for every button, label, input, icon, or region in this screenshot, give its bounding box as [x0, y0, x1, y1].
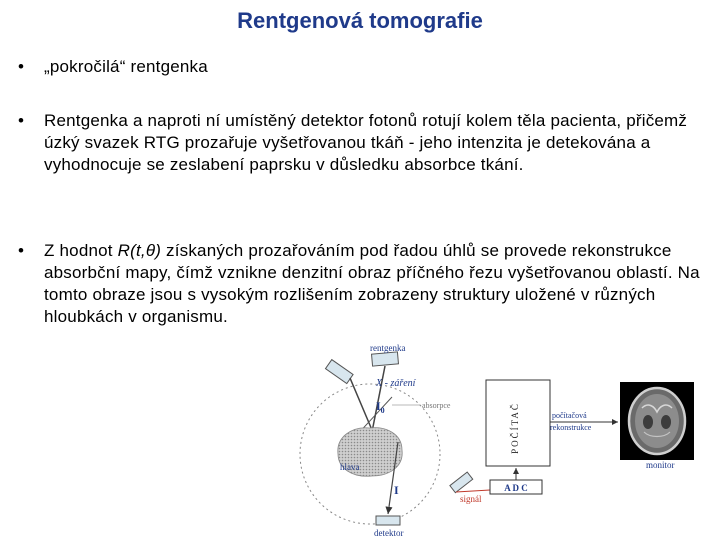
i0-label: $I_0$ — [376, 399, 385, 415]
i-label: I — [394, 483, 399, 497]
bullet-text — [44, 240, 708, 328]
adc-label: A D C — [504, 483, 528, 493]
xray-tube — [372, 352, 399, 366]
signal-label: signál — [460, 494, 482, 504]
xray-label: X - záření — [376, 378, 416, 389]
source-label: rentgenka — [370, 343, 406, 353]
left-tube — [325, 360, 353, 384]
detector-label: detektor — [374, 528, 404, 538]
bullet-marker: • — [18, 57, 24, 76]
slide-title: Rentgenová tomografie — [237, 8, 483, 33]
bullet-text: „pokročilá“ rentgenka — [44, 57, 208, 76]
bottom-detector — [376, 516, 400, 525]
signal-line — [456, 490, 490, 492]
bullet-text-post: získaných prozařováním pod řadou úhlů se provede rekonstrukce absorbční mapy, čímž vznikne denzitní obraz příčného řezu vyšetřovanou oblastí. Na tomto obraze jsou s vysokým rozlišením zobrazeny struktury uložené v různých hloubkách v organismu. — [44, 241, 700, 326]
bullet-text: Rentgenka a naproti ní umístěný detektor fotonů rotují kolem těla pacienta, přičemž úzký svazek RTG prozařuje vyšetřovanou tkáň - jeho intenzita je detekována a vyhodnocuje se zeslabení paprsku v důsledku absorbce tkání. — [44, 111, 688, 174]
formula-r-t-theta: R(t,θ) — [117, 241, 162, 260]
right-detector — [450, 472, 473, 493]
reconstruction-label-2: rekonstrukce — [550, 423, 592, 432]
reconstruction-label-1: počítačová — [552, 411, 587, 420]
bullet-marker: • — [18, 241, 24, 260]
body-label: hlava — [340, 462, 360, 472]
bullet-item-2 — [18, 110, 708, 176]
bullet-text-pre: Z hodnot — [44, 241, 118, 260]
bullet-item-3 — [18, 240, 708, 328]
ct-scanner-diagram — [290, 342, 700, 538]
bullet-marker: • — [18, 111, 24, 130]
computer-label: POČÍTAČ — [510, 402, 520, 454]
monitor-label: monitor — [646, 460, 675, 470]
bullet-item-1 — [18, 56, 708, 78]
monitor — [620, 382, 694, 460]
absorption-label: absorpce — [422, 401, 451, 410]
